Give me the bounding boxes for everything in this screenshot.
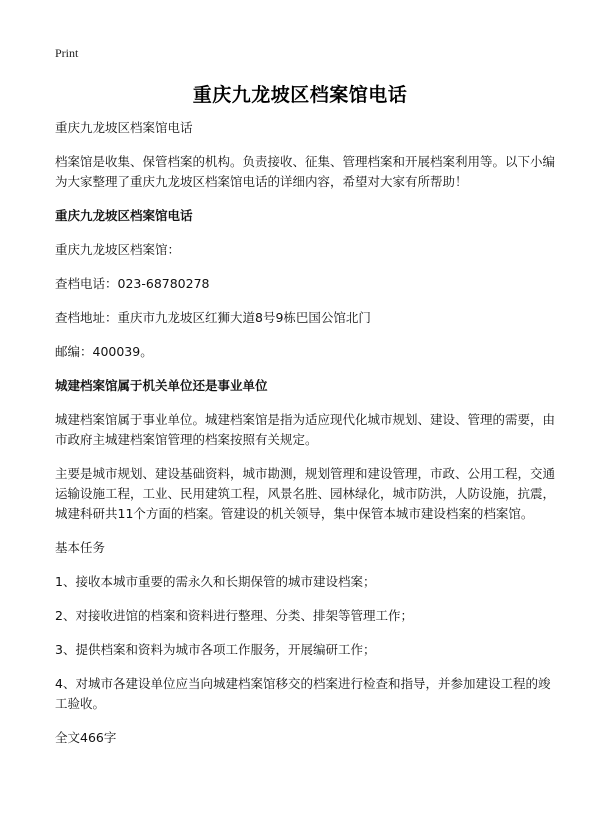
section-heading-contact: 重庆九龙坡区档案馆电话 [55, 208, 193, 223]
task-item: 3、提供档案和资料为城市各项工作服务，开展编研工作； [55, 642, 376, 657]
task-item: 2、对接收进馆的档案和资料进行整理、分类、排架等管理工作； [55, 608, 413, 623]
intro-paragraph: 档案馆是收集、保管档案的机构。负责接收、征集、管理档案和开展档案利用等。以下小编为大家整理了重庆九龙坡区档案馆电话的详细内容，希望对大家有所帮助！ [55, 154, 556, 189]
task-item: 4、对城市各建设单位应当向城建档案馆移交的档案进行检查和指导，并参加建设工程的竣工验收。 [55, 676, 551, 711]
article-body [55, 118, 555, 762]
article-subtitle: 重庆九龙坡区档案馆电话 [55, 120, 193, 135]
postcode-line: 邮编：400039。 [55, 344, 153, 359]
task-item: 1、接收本城市重要的需永久和长期保管的城市建设档案； [55, 574, 376, 589]
page-title: 重庆九龙坡区档案馆电话 [192, 84, 408, 106]
word-count: 全文466字 [55, 730, 117, 745]
phone-line: 查档电话：023-68780278 [55, 276, 210, 291]
print-link[interactable]: Print [55, 46, 79, 60]
body-paragraph: 主要是城市规划、建设基础资料，城市勘测，规划管理和建设管理，市政、公用工程，交通运输设施工程，工业、民用建筑工程，风景名胜、园林绿化，城市防洪，人防设施，抗震，城建科研共11个方面的档案。管建设的机关领导，集中保管本城市建设档案的档案馆。 [55, 466, 556, 521]
address-line: 查档地址：重庆市九龙坡区红狮大道8号9栋巴国公馆北门 [55, 310, 371, 325]
body-paragraph: 城建档案馆属于事业单位。城建档案馆是指为适应现代化城市规划、建设、管理的需要，由市政府主城建档案馆管理的档案按照有关规定。 [55, 412, 556, 447]
tasks-heading: 基本任务 [55, 540, 106, 555]
archive-name: 重庆九龙坡区档案馆： [55, 242, 181, 257]
section-heading-unit-type: 城建档案馆属于机关单位还是事业单位 [55, 378, 268, 393]
